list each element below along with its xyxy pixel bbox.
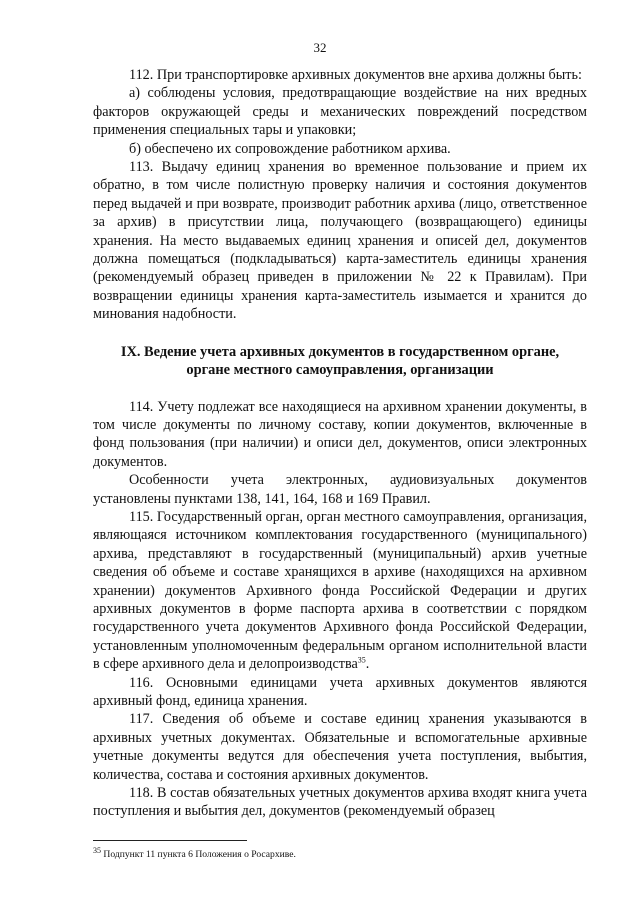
paragraph-116: 116. Основными единицами учета архивных документов являются архивный фонд, единица хранения.	[93, 674, 587, 709]
paragraph-114: 114. Учету подлежат все находящиеся на архивном хранении документы, в том числе документы по личному составу, копии документов, включенные в фонд пользования (при наличии) и описи дел, документов, описи электронных документов.	[93, 398, 587, 470]
footnote	[93, 845, 587, 861]
footnote-reference: 35	[357, 655, 366, 665]
paragraph-112-a: а) соблюдены условия, предотвращающие воздействие на них вредных факторов окружающей среды и механических повреждений посредством применения специальных тары и упаковки;	[93, 85, 587, 139]
paragraph-112-b: б) обеспечено их сопровождение работником архива.	[129, 140, 451, 157]
paragraph-115	[93, 508, 587, 674]
paragraph-115-text: 115. Государственный орган, орган местного самоуправления, организация, являющаяся источником комплектования государственного (муниципального) архива, представляют в государственный (муниципальный) архив учетные сведения об объеме и составе хранящихся в архиве (находящихся на архивном хранении) документов Архивного фонда Российской Федерации и других архивных документов в форме паспорта архива в соответствии с порядком государственного учета документов Архивного фонда Российской Федерации, установленным уполномоченным федеральным органом исполнительной власти в сфере архивного дела и делопроизводства	[93, 508, 587, 673]
footnote-divider	[93, 840, 247, 841]
paragraph-117: 117. Сведения об объеме и составе единиц хранения указываются в архивных учетных документах. Обязательные и вспомогательные архивные учетные документы ведутся для обеспечения учета поступления, выбытия, количества, состава и состояния архивных документов.	[93, 711, 587, 783]
section-heading-line-2: органе местного самоуправления, организации	[186, 362, 494, 379]
section-heading-line-1: IX. Ведение учета архивных документов в государственном органе,	[120, 343, 560, 360]
paragraph-115-end: .	[365, 656, 370, 673]
document-body	[93, 66, 587, 821]
paragraph-113: 113. Выдачу единиц хранения во временное пользование и прием их обратно, в том числе полистную проверку наличия и состояния документов перед выдачей и при возврате, производит работник архива (лицо, ответственное за архив) в присутствии лица, получающего (возвращающего) единицы хранения. На место выдаваемых единиц хранения и описей дел, документов должна помещаться (подкладываться) карта-заместитель единицы хранения (рекомендуемый образец приведен в приложении № 22 к Правилам). При возвращении единицы хранения карта-заместитель изымается и хранится до минования надобности.	[93, 159, 587, 323]
page-number: 32	[313, 40, 327, 55]
section-heading	[93, 343, 587, 380]
footnote-marker: 35	[93, 845, 101, 855]
paragraph-112: 112. При транспортировке архивных документов вне архива должны быть:	[129, 67, 582, 83]
footnote-text: Подпункт 11 пункта 6 Положения о Росархиве.	[101, 849, 296, 860]
paragraph-118: 118. В состав обязательных учетных документов архива входят книга учета поступления и выбытия дел, документов (рекомендуемый образец	[93, 785, 587, 820]
paragraph-114-note: Особенности учета электронных, аудиовизуальных документов установлены пунктами 138, 141, 164, 168 и 169 Правил.	[93, 472, 587, 507]
